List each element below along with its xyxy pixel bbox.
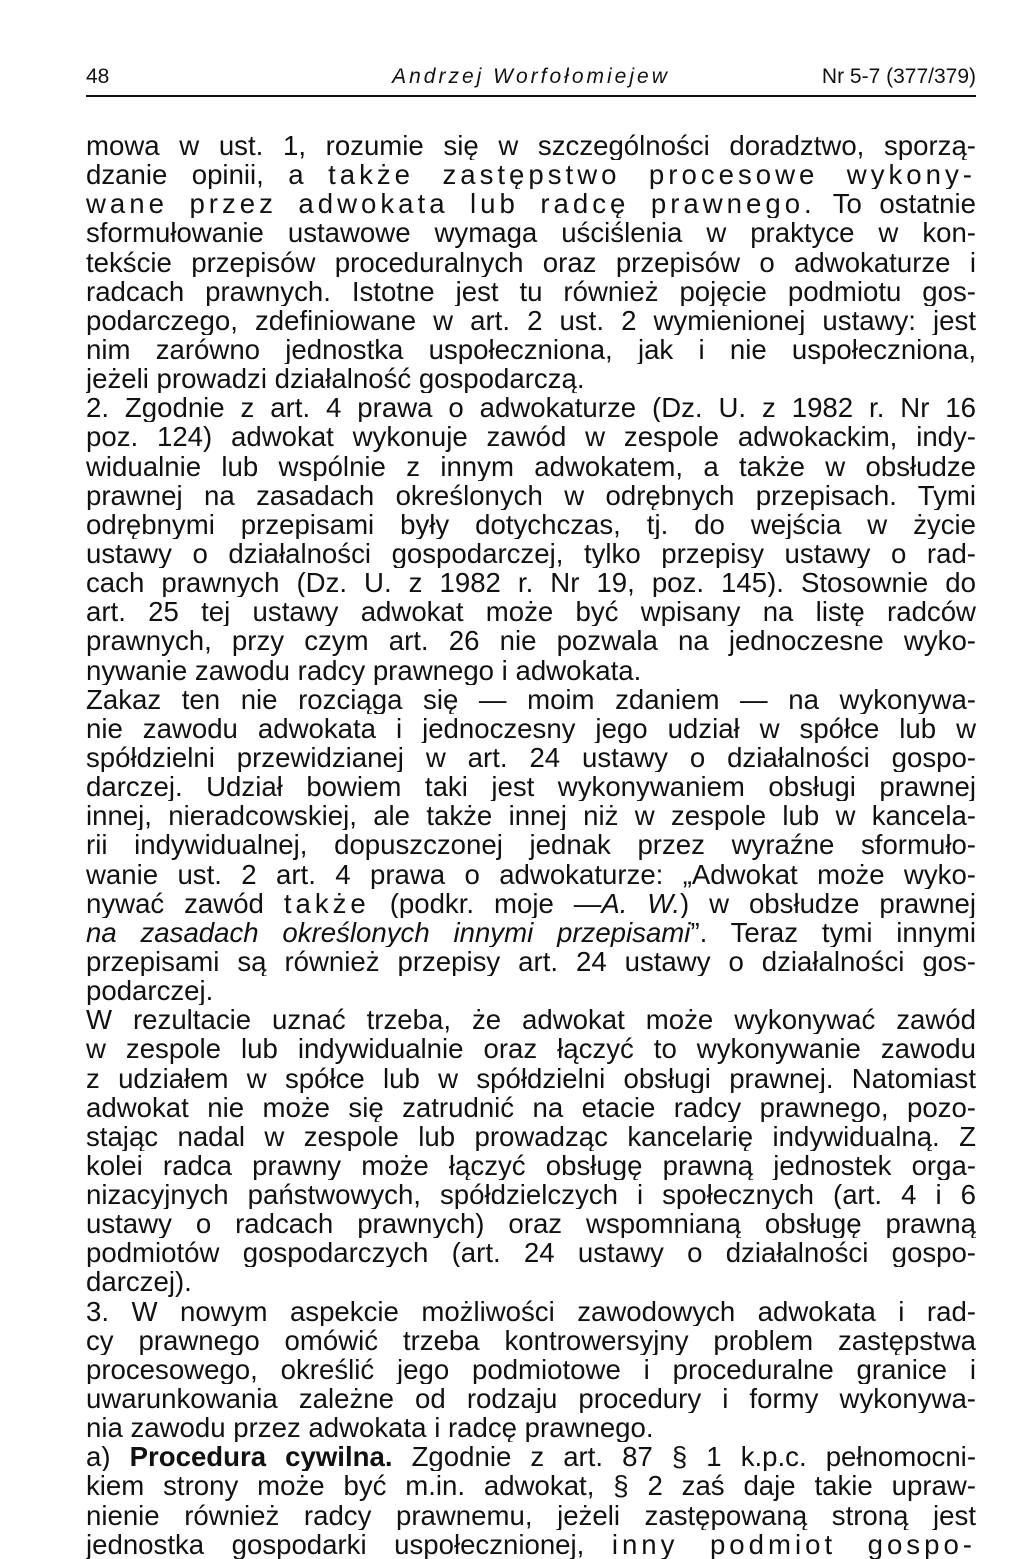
text-line xyxy=(86,1297,976,1326)
text-run: także xyxy=(283,888,370,918)
text-line xyxy=(86,772,976,801)
text-run: A. W. xyxy=(601,888,680,918)
text-line xyxy=(86,568,976,597)
text-run: podarczego, zdefiniowane w art. 2 ust. 2 wymienionej ustawy: jest xyxy=(86,305,976,335)
text-line xyxy=(86,481,976,510)
text-line xyxy=(86,277,976,306)
text-run: 2. Zgodnie z art. 4 prawa o adwokaturze (Dz. U. z 1982 r. Nr 16 xyxy=(86,393,976,423)
text-run: nim zarówno jednostka uspołeczniona, jak i nie uspołeczniona, xyxy=(86,334,976,365)
text-run: adwokat nie może się zatrudnić na etacie radcy prawnego, pozo- xyxy=(86,1092,976,1122)
text-run: innej, nieradcowskiej, ale także innej niż w zespole lub w kancela- xyxy=(86,801,976,831)
text-line xyxy=(86,830,976,859)
text-line xyxy=(86,1530,976,1559)
text-run: nie zawodu adwokata i jednoczesny jego udział w spółce lub w xyxy=(86,713,976,743)
text-run: poz. 124) adwokat wykonuje zawód w zespole adwokackim, indy- xyxy=(86,422,976,452)
header-rule xyxy=(86,95,976,97)
text-run: Zgodnie z art. 87 § 1 k.p.c. pełnomocni- xyxy=(392,1442,976,1472)
text-run: ustawy o radcach prawnych) oraz wspomnianą obsługę prawną xyxy=(86,1209,976,1239)
text-run: nywać zawód xyxy=(86,888,284,918)
text-line xyxy=(86,131,976,160)
text-run: tekście przepisów proceduralnych oraz przepisów o adwokaturze i xyxy=(86,247,976,277)
text-run: odrębnymi przepisami były dotychczas, tj. do wejścia w życie xyxy=(86,509,976,539)
text-run: prawnych, przy czym art. 26 nie pozwala na jednoczesne wyko- xyxy=(86,626,976,656)
text-run: dzanie opinii, a xyxy=(86,160,329,190)
text-run: wanie ust. 2 art. 4 prawa o adwokaturze: „Adwokat może wyko- xyxy=(86,859,976,889)
text-run: cach prawnych (Dz. U. z 1982 r. Nr 19, poz. 145). Stosownie do xyxy=(86,568,976,598)
text-line xyxy=(86,1064,976,1093)
text-run: art. 25 tej ustawy adwokat może być wpisany na listę radców xyxy=(86,597,976,627)
text-run: Zakaz ten nie rozciąga się — moim zdaniem — na wykonywa- xyxy=(86,684,976,714)
text-run: nienie również radcy prawnemu, jeżeli zastępowaną stroną jest xyxy=(86,1500,976,1530)
text-line xyxy=(86,189,976,218)
text-line xyxy=(86,160,976,189)
text-line xyxy=(86,685,976,714)
text-line xyxy=(86,1501,976,1530)
text-line xyxy=(86,1238,976,1267)
text-run: także zastępstwo procesowe wykony- xyxy=(328,160,976,190)
text-run: podarczej. xyxy=(86,976,214,1006)
text-line xyxy=(86,918,976,947)
text-run: ”. Teraz tymi innymi xyxy=(690,917,976,947)
text-run: sformułowanie ustawowe wymaga uściślenia w praktyce w kon- xyxy=(86,218,976,248)
text-run: rii indywidualnej, dopuszczonej jednak przez wyraźne sformuło- xyxy=(86,830,976,860)
text-run: inny podmiot gospo- xyxy=(611,1529,976,1559)
text-run: na zasadach określonych innymi przepisami xyxy=(86,917,691,947)
text-run: procesowego, określić jego podmiotowe i proceduralne granice i xyxy=(86,1354,976,1385)
text-line xyxy=(86,393,976,422)
text-run: wane przez adwokata lub radcę prawnego. xyxy=(86,189,816,219)
text-run: kolei radca prawny może łączyć obsługę prawną jednostek orga- xyxy=(86,1150,976,1181)
text-run: ustawy o działalności gospodarczej, tylko przepisy ustawy o rad- xyxy=(86,538,976,569)
text-run: jeżeli prowadzi działalność gospodarczą. xyxy=(86,364,585,394)
text-run: nia zawodu przez adwokata i radcę prawnego. xyxy=(86,1413,654,1443)
text-line xyxy=(86,1122,976,1151)
text-run: spółdzielni przewidzianej w art. 24 ustawy o działalności gospo- xyxy=(86,742,976,773)
text-line xyxy=(86,1034,976,1063)
text-line xyxy=(86,1267,976,1296)
text-run: prawnej na zasadach określonych w odrębnych przepisach. Tymi xyxy=(86,480,976,510)
text-run: nizacyjnych państwowych, spółdzielczych i społecznych (art. 4 i 6 xyxy=(86,1180,976,1210)
text-line xyxy=(86,364,976,393)
text-line xyxy=(86,510,976,539)
text-line xyxy=(86,714,976,743)
article-body xyxy=(86,131,976,1559)
text-line xyxy=(86,306,976,335)
text-line xyxy=(86,1326,976,1355)
text-run: podmiotów gospodarczych (art. 24 ustawy o działalności gospo- xyxy=(86,1238,976,1268)
document-page xyxy=(86,62,976,1559)
text-line xyxy=(86,1151,976,1180)
text-line xyxy=(86,539,976,568)
text-line xyxy=(86,1471,976,1500)
text-run: przepisami są również przepisy art. 24 ustawy o działalności gos- xyxy=(86,946,976,977)
text-run: darczej. Udział bowiem taki jest wykonywaniem obsługi prawnej xyxy=(86,772,976,802)
text-run: W rezultacie uznać trzeba, że adwokat może wykonywać zawód xyxy=(86,1005,976,1035)
text-run: To ostatnie xyxy=(815,189,976,219)
text-line xyxy=(86,1442,976,1471)
text-run: widualnie lub wspólnie z innym adwokatem, a także w obsłudze xyxy=(86,451,976,481)
text-line xyxy=(86,1093,976,1122)
text-line xyxy=(86,626,976,655)
text-run: kiem strony może być m.in. adwokat, § 2 zaś daje takie upraw- xyxy=(86,1471,976,1501)
text-line xyxy=(86,1180,976,1209)
text-run: nywanie zawodu radcy prawnego i adwokata. xyxy=(86,655,642,685)
text-line xyxy=(86,889,976,918)
text-line xyxy=(86,218,976,247)
text-run: mowa w ust. 1, rozumie się w szczególności doradztwo, sporzą- xyxy=(86,131,976,161)
text-line xyxy=(86,1005,976,1034)
text-run: jednostka gospodarki uspołecznionej, xyxy=(86,1529,612,1559)
text-line xyxy=(86,947,976,976)
text-line xyxy=(86,248,976,277)
text-run: Procedura cywilna. xyxy=(129,1442,393,1472)
text-run: cy prawnego omówić trzeba kontrowersyjny problem zastępstwa xyxy=(86,1325,976,1355)
text-run: darczej). xyxy=(86,1267,192,1297)
running-head-author: Andrzej Worfołomiejew xyxy=(392,65,670,88)
text-line xyxy=(86,743,976,772)
text-line xyxy=(86,1355,976,1384)
text-line xyxy=(86,801,976,830)
text-run: stając nadal w zespole lub prowadząc kancelarię indywidualną. Z xyxy=(86,1121,976,1151)
text-run: uwarunkowania zależne od rodzaju procedury i formy wykonywa- xyxy=(86,1384,976,1414)
text-line xyxy=(86,976,976,1005)
page-number: 48 xyxy=(86,65,110,88)
text-line xyxy=(86,452,976,481)
running-head xyxy=(86,62,976,92)
text-run: ) w obsłudze prawnej xyxy=(680,888,976,918)
text-line xyxy=(86,422,976,451)
text-line xyxy=(86,1413,976,1442)
text-line xyxy=(86,1209,976,1238)
text-run: a) xyxy=(86,1442,130,1472)
text-line xyxy=(86,597,976,626)
text-line xyxy=(86,335,976,364)
text-run: z udziałem w spółce lub w spółdzielni obsługi prawnej. Natomiast xyxy=(86,1063,976,1093)
text-run: radcach prawnych. Istotne jest tu również pojęcie podmiotu gos- xyxy=(86,276,976,306)
text-line xyxy=(86,860,976,889)
text-run: 3. W nowym aspekcie możliwości zawodowych adwokata i rad- xyxy=(86,1296,976,1326)
running-head-issue: Nr 5-7 (377/379) xyxy=(821,65,976,88)
text-line xyxy=(86,656,976,685)
text-run: (podkr. moje — xyxy=(369,888,602,918)
text-run: w zespole lub indywidualnie oraz łączyć to wykonywanie zawodu xyxy=(86,1034,976,1064)
text-line xyxy=(86,1384,976,1413)
